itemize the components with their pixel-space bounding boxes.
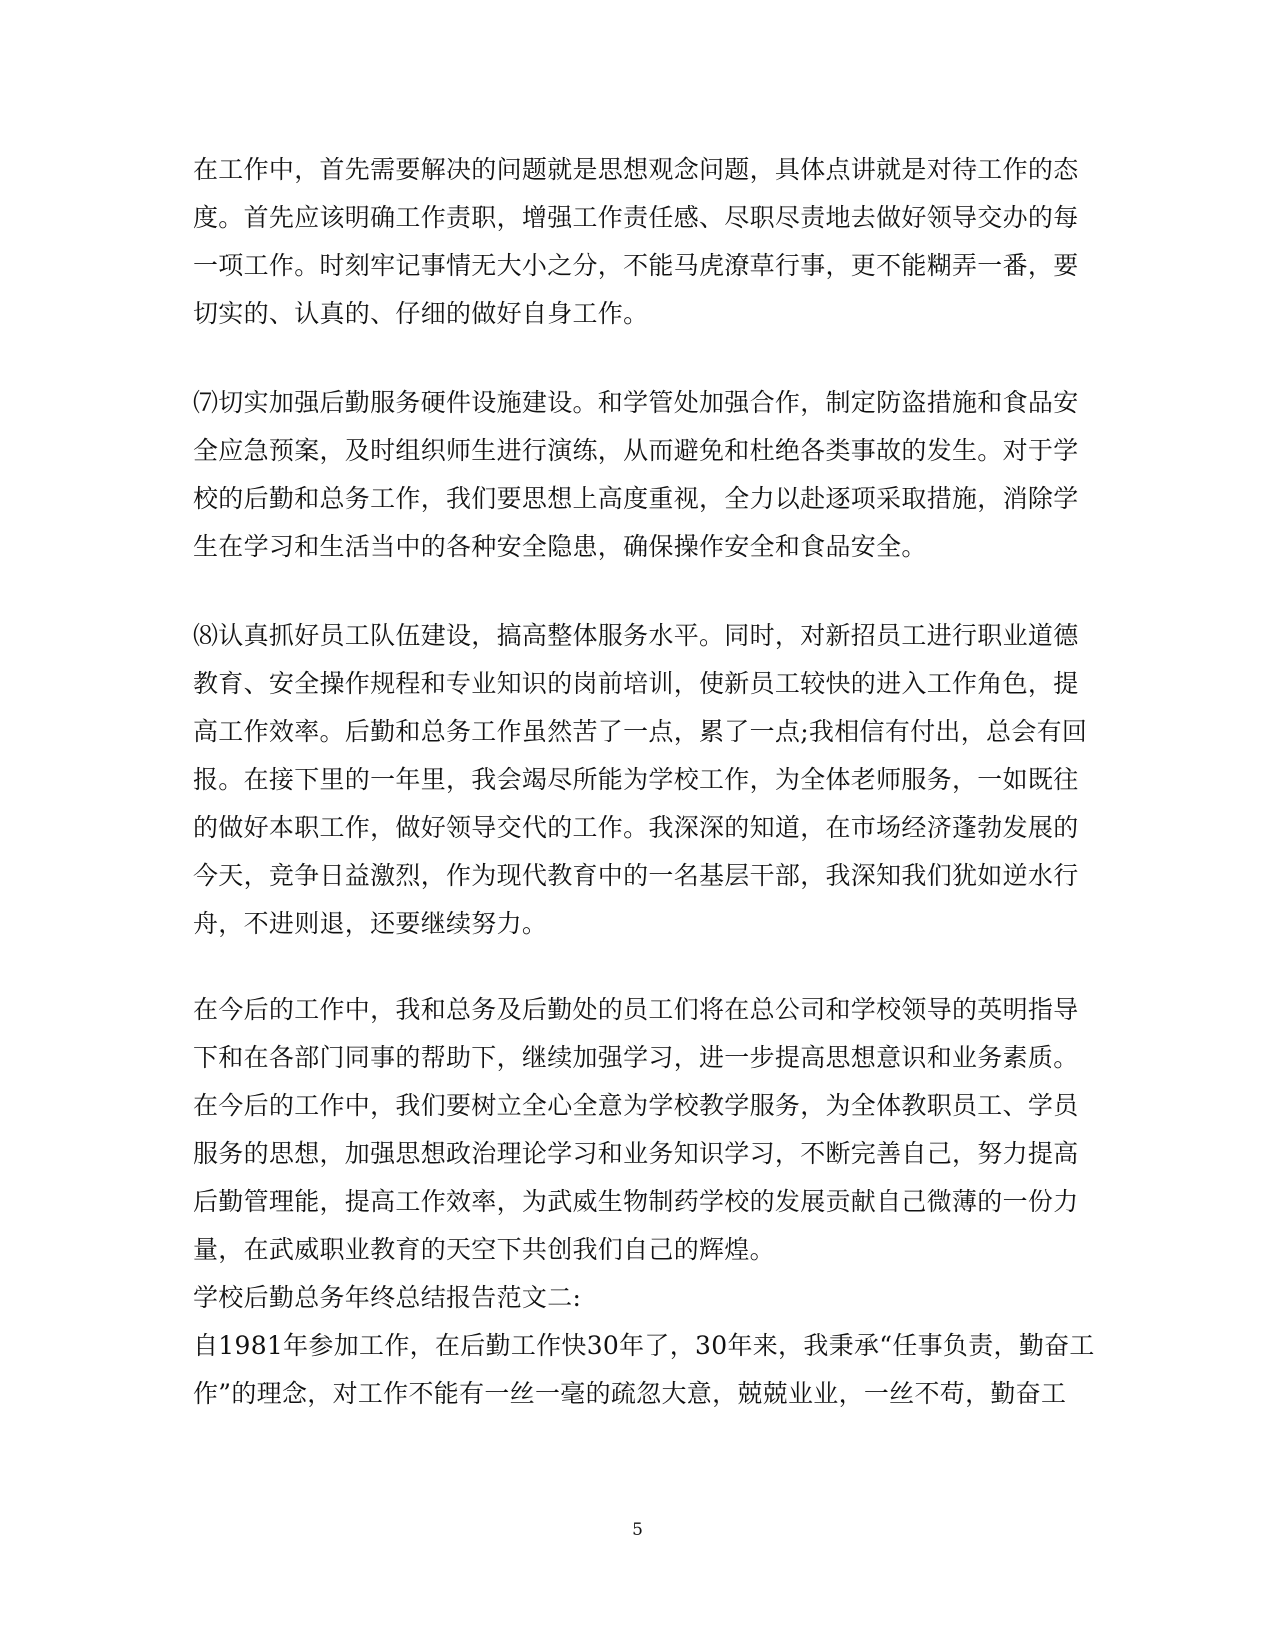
text-line: 下和在各部门同事的帮助下，继续加强学习，进一步提高思想意识和业务素质。 [193,1043,1079,1072]
paragraph-item-8 [193,612,1093,948]
text-line: 教育、安全操作规程和专业知识的岗前培训，使新员工较快的进入工作角色，提 [193,669,1079,698]
text-line: 全应急预案，及时组织师生进行演练，从而避免和杜绝各类事故的发生。对于学 [193,436,1079,465]
text-line: 度。首先应该明确工作责职，增强工作责任感、尽职尽责地去做好领导交办的每 [193,203,1079,232]
paragraph-future-work [193,986,1093,1418]
text-line: 作”的理念，对工作不能有一丝一毫的疏忽大意，兢兢业业，一丝不苟，勤奋工 [193,1379,1067,1408]
text-line: 量，在武威职业教育的天空下共创我们自己的辉煌。 [193,1235,775,1264]
text-line: 一项工作。时刻牢记事情无大小之分，不能马虎潦草行事，更不能糊弄一番，要 [193,251,1079,280]
paragraph-work-attitude [193,146,1093,338]
text-line: 校的后勤和总务工作，我们要思想上高度重视，全力以赴逐项采取措施，消除学 [193,484,1079,513]
text-line: ⑻认真抓好员工队伍建设，搞高整体服务水平。同时，对新招员工进行职业道德 [193,621,1079,650]
text-line: 今天，竞争日益激烈，作为现代教育中的一名基层干部，我深知我们犹如逆水行 [193,861,1079,890]
section-heading: 学校后勤总务年终总结报告范文二: [193,1283,582,1312]
text-line: ⑺切实加强后勤服务硬件设施建设。和学管处加强合作，制定防盗措施和食品安 [193,388,1079,417]
text-line: 报。在接下里的一年里，我会竭尽所能为学校工作，为全体老师服务，一如既往 [193,765,1079,794]
text-line: 切实的、认真的、仔细的做好自身工作。 [193,299,649,328]
text-line: 自1981年参加工作，在后勤工作快30年了，30年来，我秉承“任事负责，勤奋工 [193,1331,1095,1360]
paragraph-item-7 [193,379,1093,571]
text-line: 后勤管理能，提高工作效率，为武威生物制药学校的发展贡献自己微薄的一份力 [193,1187,1079,1216]
text-line: 高工作效率。后勤和总务工作虽然苦了一点，累了一点;我相信有付出，总会有回 [193,717,1088,746]
text-line: 生在学习和生活当中的各种安全隐患，确保操作安全和食品安全。 [193,532,927,561]
text-line: 舟，不进则退，还要继续努力。 [193,909,548,938]
text-line: 在今后的工作中，我们要树立全心全意为学校教学服务，为全体教职员工、学员 [193,1091,1079,1120]
text-line: 的做好本职工作，做好领导交代的工作。我深深的知道，在市场经济蓬勃发展的 [193,813,1079,842]
text-line: 在今后的工作中，我和总务及后勤处的员工们将在总公司和学校领导的英明指导 [193,995,1079,1024]
text-line: 服务的思想，加强思想政治理论学习和业务知识学习，不断完善自己，努力提高 [193,1139,1079,1168]
page-number: 5 [632,1520,643,1540]
text-line: 在工作中，首先需要解决的问题就是思想观念问题，具体点讲就是对待工作的态 [193,155,1079,184]
